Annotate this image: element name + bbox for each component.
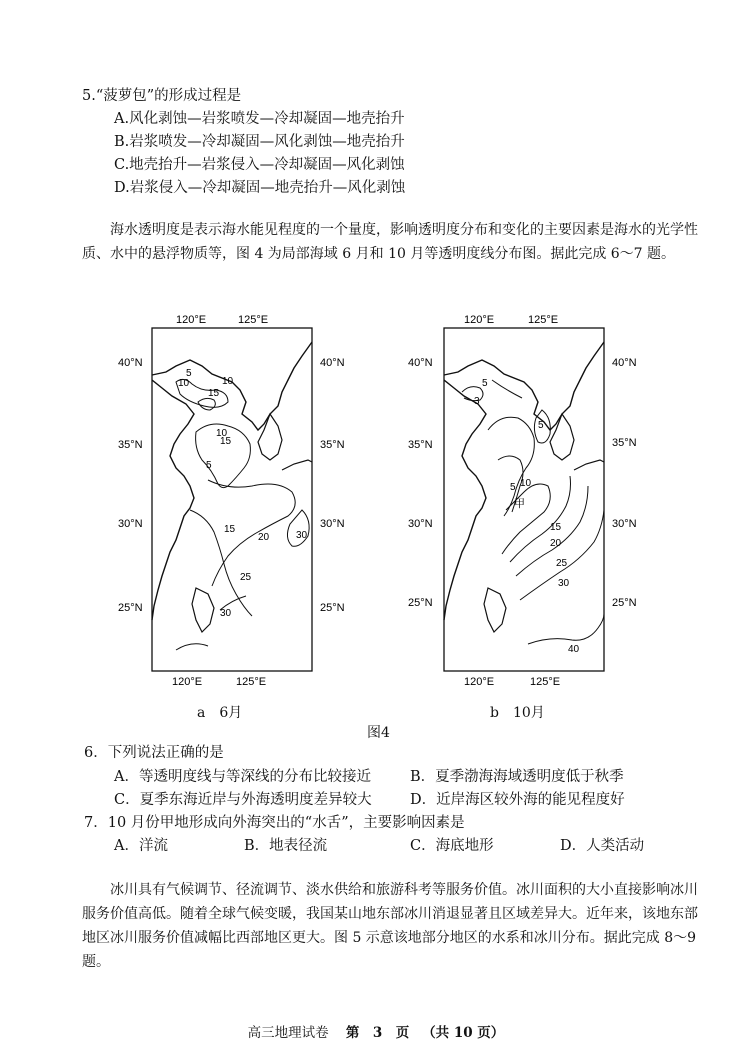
page-footer [0,1021,752,1041]
map-a-label: 20 [258,532,270,543]
figure-title: 图4 [367,725,390,741]
map-b-lon-top-125: 125°E [528,314,559,326]
map-a-lat-left-30: 30°N [118,518,143,530]
map-a-contour-15-20 [208,480,295,586]
map-a-label: 15 [224,524,236,535]
map-b-lat-left-35: 35°N [408,439,433,451]
map-b-lat-left-25: 25°N [408,597,433,609]
footer-title: 高三地理试卷 [247,1025,329,1041]
q6-option-a: A．等透明度线与等深线的分布比较接近 [114,769,371,785]
map-a-lat-right-35: 35°N [320,439,345,451]
map-b-lat-right-25: 25°N [612,597,637,609]
map-b-label: 40 [568,644,580,655]
map-a-lon-bottom-125: 125°E [236,676,267,688]
map-a-lon-top-120: 120°E [176,314,207,326]
map-b-label: 5 [538,420,544,431]
map-b-marker-jia: 甲 [514,498,525,510]
map-a-june [118,310,345,695]
q5-option-a: A.风化剥蚀—岩浆喷发—冷却凝固—地壳抬升 [114,111,405,127]
map-a-lat-right-30: 30°N [320,518,345,530]
map-b-korea [550,414,574,460]
map-b-contour-5 [488,417,534,516]
map-a-lon-top-125: 125°E [238,314,269,326]
map-a-taiwan [192,588,214,632]
map-b-october [402,310,637,695]
map-b-label: 3 [474,396,480,407]
map-a-label: 15 [208,388,220,399]
map-a-label: 15 [220,436,232,447]
map-a-korea [258,414,282,460]
map-a-contour-25 [190,510,252,616]
q6-option-b: B．夏季渤海海域透明度低于秋季 [410,769,624,785]
map-b-lat-left-40: 40°N [408,357,433,369]
q6-option-d: D．近岸海区较外海的能见程度好 [410,792,625,808]
passage-transparency: 海水透明度是表示海水能见程度的一个量度，影响透明度分布和变化的主要因素是海水的光学性质、水中的悬浮物质等，图 4 为局部海域 6 月和 10 月等透明度线分布图。据此完成 6～7 题。 [82,222,698,262]
footer-page-number: 第 3 页 [345,1025,410,1041]
map-b-lon-bottom-125: 125°E [530,676,561,688]
map-a-lon-bottom-120: 120°E [172,676,203,688]
map-b-caption: b 10月 [490,705,545,721]
q5-stem: 5.“菠萝包”的形成过程是 [82,88,242,104]
map-a-coast-west [152,380,194,620]
map-a-japan [282,460,312,470]
map-a-label: 30 [296,530,308,541]
q6-stem: 6．下列说法正确的是 [84,745,224,761]
map-a-label: 30 [220,608,232,619]
map-b-contour-15 [502,484,550,554]
map-b-coast-west [444,380,486,620]
map-b-japan [574,460,604,470]
map-a-contour-15 [198,398,215,410]
map-b-contour-3 [462,387,483,401]
map-b-label: 5 [482,378,488,389]
map-a-label: 10 [178,378,190,389]
q5-option-c: C.地壳抬升—岩浆侵入—冷却凝固—风化剥蚀 [114,157,405,173]
map-b-label: 10 [520,478,532,489]
map-b-label: 15 [550,522,562,533]
q7-option-b: B．地表径流 [244,838,328,854]
q7-option-a: A．洋流 [114,838,168,854]
map-b-label: 20 [550,538,562,549]
map-b-lon-top-120: 120°E [464,314,495,326]
footer-total-pages: （共 10 页） [422,1025,505,1041]
map-a-label: 10 [222,376,234,387]
map-b-taiwan [484,588,506,632]
map-a-lat-right-25: 25°N [320,602,345,614]
map-b-lat-right-40: 40°N [612,357,637,369]
q5-option-b: B.岩浆喷发—冷却凝固—风化剥蚀—地壳抬升 [114,134,405,150]
q7-stem: 7．10 月份甲地形成向外海突出的“水舌”，主要影响因素是 [84,815,465,831]
q5-option-d: D.岩浆侵入—冷却凝固—地壳抬升—风化剥蚀 [114,180,406,196]
map-b-contour-40 [528,614,604,644]
map-b-label: 30 [558,578,570,589]
map-a-label: 5 [206,460,212,471]
q6-option-c: C．夏季东海近岸与外海透明度差异较大 [114,792,372,808]
map-a-caption: a 6月 [197,705,243,721]
map-a-lat-left-40: 40°N [118,357,143,369]
passage-glacier: 冰川具有气候调节、径流调节、淡水供给和旅游科考等服务价值。冰川面积的大小直接影响冰川服务价值高低。随着全球气候变暖，我国某山地东部冰川消退显著且区域差异大。近年来，该地东部地区冰川服务价值减幅比西部地区更大。图 5 示意该地部分地区的水系和冰川分布。据此完成 8～9 题。 [82,882,698,970]
map-a-label: 5 [186,368,192,379]
map-b-lat-right-30: 30°N [612,518,637,530]
map-a-label: 25 [240,572,252,583]
map-b-label: 25 [556,558,568,569]
q7-option-c: C．海底地形 [410,838,494,854]
map-b-label: 5 [510,482,516,493]
q7-option-d: D．人类活动 [560,838,645,854]
map-a-contour-south-edge [176,644,208,650]
map-b-lon-bottom-120: 120°E [464,676,495,688]
map-b-lat-left-30: 30°N [408,518,433,530]
map-b-coast-north [444,342,604,430]
map-b-contour-5-north [492,380,522,398]
map-a-lat-left-25: 25°N [118,602,143,614]
map-b-lat-right-35: 35°N [612,437,637,449]
map-a-label: 10 [216,428,228,439]
map-a-lat-left-35: 35°N [118,439,143,451]
map-a-lat-right-40: 40°N [320,357,345,369]
